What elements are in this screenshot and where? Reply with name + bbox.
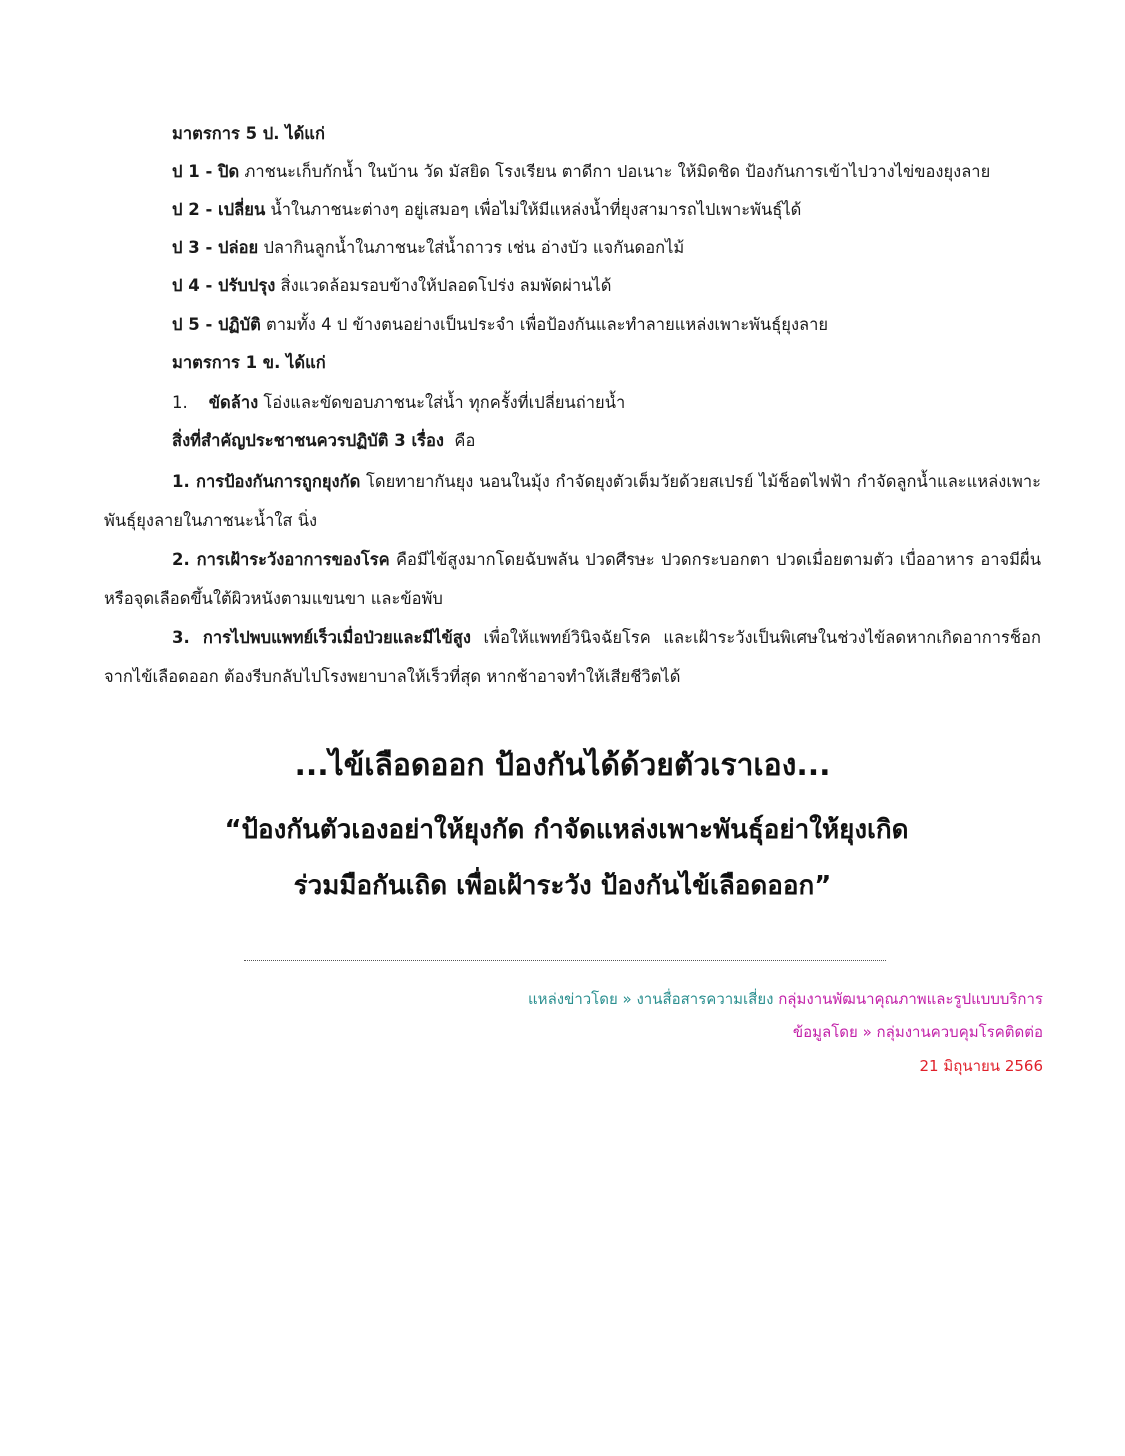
credit-source-org: กลุ่มงานพัฒนาคุณภาพและรูปแบบบริการ: [778, 990, 1043, 1008]
slogan-line-2: “ป้องกันตัวเองอย่าให้ยุงกัด กำจัดแหล่งเพาะพันธุ์อย่าให้ยุงเกิด: [224, 815, 909, 845]
measure-term: ปรับปรุง: [218, 276, 276, 295]
measure-code: ป 1 -: [172, 162, 219, 181]
practices-heading: [172, 429, 475, 453]
measures-1k-heading: มาตรการ 1 ข. ได้แก่: [172, 353, 326, 372]
measure-text: สิ่งแวดล้อมรอบข้างให้ปลอดโปร่ง ลมพัดผ่านได้: [275, 276, 612, 295]
measure-text: โอ่งและขัดขอบภาชนะใส่น้ำ ทุกครั้งที่เปลี่ยนถ่ายน้ำ: [258, 393, 626, 412]
measure-text: น้ำในภาชนะต่างๆ อยู่เสมอๆ เพื่อไม่ให้มีแหล่งน้ำที่ยุงสามารถไปเพาะพันธุ์ได้: [265, 200, 802, 219]
measure-term: เปลี่ยน: [218, 200, 266, 219]
measures-5p-heading: มาตรการ 5 ป. ได้แก่: [172, 124, 325, 143]
measure-term: ปล่อย: [218, 238, 259, 257]
credit-source-label: แหล่งข่าวโดย » งานสื่อสารความเสี่ยง: [528, 990, 779, 1008]
credit-source: [528, 988, 1043, 1010]
measure-p4: [172, 274, 611, 298]
credit-date: 21 มิถุนายน 2566: [919, 1057, 1043, 1075]
practice-term: 1. การป้องกันการถูกยุงกัด: [172, 472, 361, 491]
measure-code: ป 2 -: [172, 200, 219, 219]
measure-number: 1.: [172, 393, 188, 412]
measure-p5: [172, 313, 828, 337]
measure-term: ปิด: [218, 162, 240, 181]
measure-text: ตามทั้ง 4 ป ข้างตนอย่างเป็นประจำ เพื่อป้องกันและทำลายแหล่งเพาะพันธุ์ยุงลาย: [260, 315, 829, 334]
credit-data: ข้อมูลโดย » กลุ่มงานควบคุมโรคติดต่อ: [792, 1023, 1043, 1041]
measure-term: ปฏิบัติ: [218, 315, 261, 334]
slogan-title: ...ไข้เลือดออก ป้องกันได้ด้วยตัวเราเอง...: [294, 748, 831, 783]
measure-code: ป 4 -: [172, 276, 219, 295]
practice-item-1: [104, 462, 1041, 540]
measure-p3: [172, 236, 684, 260]
practice-text: โดยทายากันยุง นอนในมุ้ง กำจัดยุงตัวเต็มวัยด้วยสเปรย์ ไม้ช็อตไฟฟ้า กำจัดลูกน้ำและแหล่งเพาะพันธุ์ยุงลายในภาชนะน้ำใส นิ่ง: [104, 472, 1041, 530]
practice-text: คือมีไข้สูงมากโดยฉับพลัน ปวดศีรษะ ปวดกระบอกตา ปวดเมื่อยตามตัว เบื่ออาหาร อาจมีผื่นหรือจุดเลือดขึ้นใต้ผิวหนังตามแขนขา และข้อพับ: [104, 550, 1041, 608]
measure-p2: [172, 198, 801, 222]
dotted-divider: [244, 960, 886, 961]
measure-code: ป 3 -: [172, 238, 219, 257]
measure-text: ภาชนะเก็บกักน้ำ ในบ้าน วัด มัสยิด โรงเรียน ตาดีกา ปอเนาะ ให้มิดชิด ป้องกันการเข้าไปวางไข่ของยุงลาย: [239, 162, 991, 181]
measure-p1: [172, 160, 990, 184]
measure-text: ปลากินลูกน้ำในภาชนะใส่น้ำถาวร เช่น อ่างบัว แจกันดอกไม้: [258, 238, 685, 257]
practice-term: 2. การเฝ้าระวังอาการของโรค: [172, 550, 390, 569]
measure-term: ขัดล้าง: [208, 393, 259, 412]
practices-heading-suffix: คือ: [443, 431, 476, 450]
measure-k1: [172, 391, 625, 415]
measure-code: ป 5 -: [172, 315, 219, 334]
practice-text: เพื่อให้แพทย์วินิจฉัยโรค และเฝ้าระวังเป็นพิเศษในช่วงไข้ลดหากเกิดอาการช็อกจากไข้เลือดออก ต้องรีบกลับไปโรงพยาบาลให้เร็วที่สุด หากช้าอาจทำให้เสียชีวิตได้: [104, 628, 1041, 686]
practice-item-3: [104, 618, 1041, 696]
slogan-line-3: ร่วมมือกันเถิด เพื่อเฝ้าระวัง ป้องกันไข้เลือดออก”: [293, 871, 832, 901]
practice-item-2: [104, 540, 1041, 618]
practice-term: 3. การไปพบแพทย์เร็วเมื่อป่วยและมีไข้สูง: [172, 628, 471, 647]
practices-heading-text: สิ่งที่สำคัญประชาชนควรปฏิบัติ 3 เรื่อง: [172, 431, 444, 450]
